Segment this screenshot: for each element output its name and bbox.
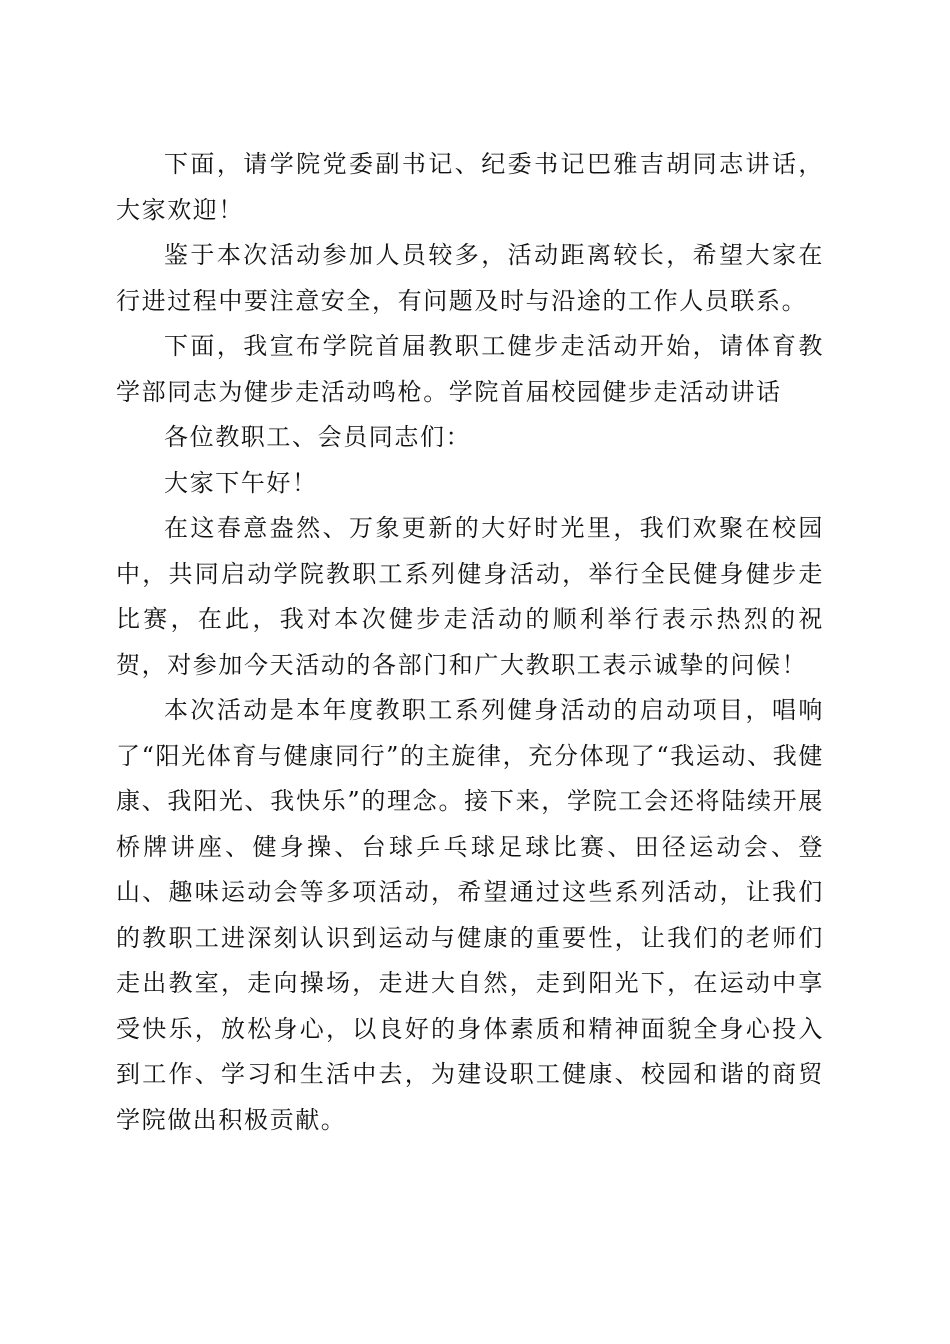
document-body <box>116 142 824 1143</box>
paragraph-3: 下面，我宣布学院首届教职工健步走活动开始，请体育教学部同志为健步走活动鸣枪。学院首届校园健步走活动讲话 <box>116 332 824 406</box>
paragraph-7: 本次活动是本年度教职工系列健身活动的启动项目，唱响了“阳光体育与健康同行”的主旋律，充分体现了“我运动、我健康、我阳光、我快乐”的理念。接下来，学院工会还将陆续开展桥牌讲座、健身操、台球乒乓球足球比赛、田径运动会、登山、趣味运动会等多项活动，希望通过这些系列活动，让我们的教职工进深刻认识到运动与健康的重要性，让我们的老师们走出教室，走向操场，走进大自然，走到阳光下，在运动中享受快乐，放松身心，以良好的身体素质和精神面貌全身心投入到工作、学习和生活中去，为建设职工健康、校园和谐的商贸学院做出积极贡献。 <box>116 696 824 1134</box>
paragraph-4-salutation: 各位教职工、会员同志们： <box>164 423 472 451</box>
paragraph-1: 下面，请学院党委副书记、纪委书记巴雅吉胡同志讲话，大家欢迎！ <box>116 150 824 224</box>
paragraph-2: 鉴于本次活动参加人员较多，活动距离较长，希望大家在行进过程中要注意安全，有问题及时与沿途的工作人员联系。 <box>116 241 824 315</box>
paragraph-5-greeting: 大家下午好！ <box>164 468 318 497</box>
paragraph-6: 在这春意盎然、万象更新的大好时光里，我们欢聚在校园中，共同启动学院教职工系列健身活动，举行全民健身健步走比赛，在此，我对本次健步走活动的顺利举行表示热烈的祝贺，对参加今天活动的各部门和广大教职工表示诚挚的问候！ <box>116 514 824 679</box>
